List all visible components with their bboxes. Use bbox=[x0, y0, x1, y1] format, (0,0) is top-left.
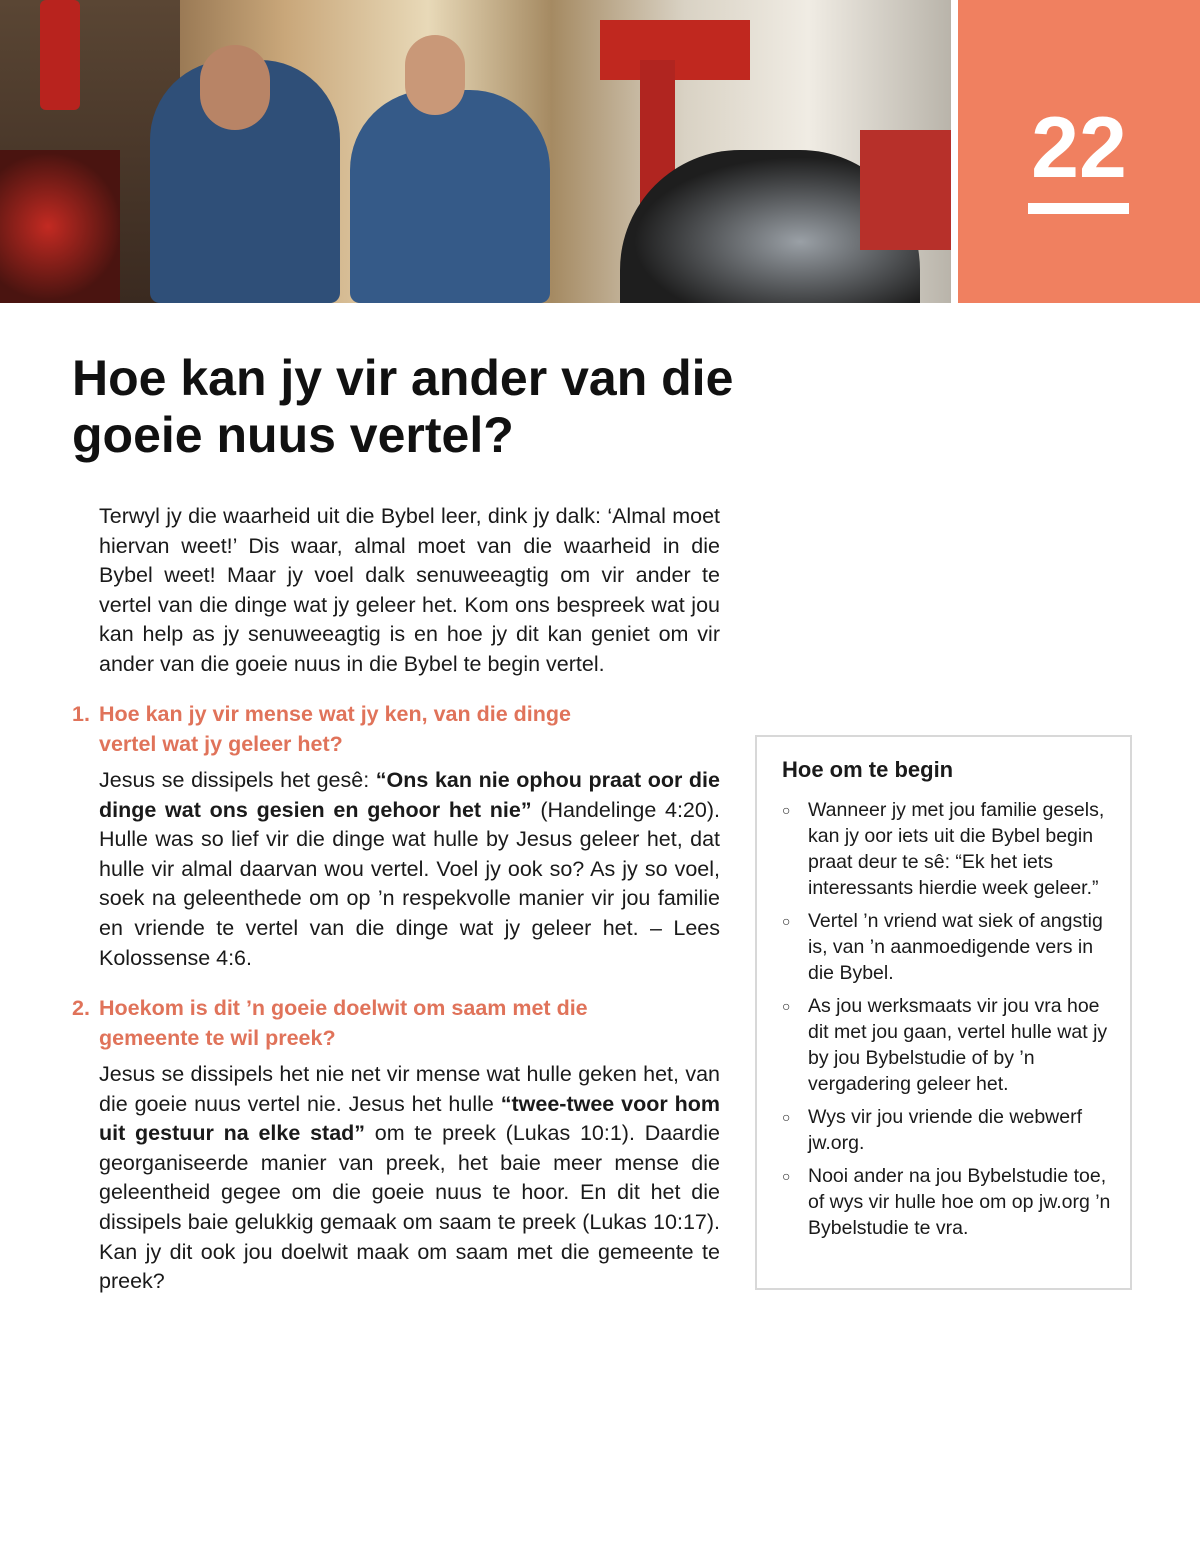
question-line: vertel wat jy geleer het? bbox=[99, 732, 343, 756]
bullet-icon: ○ bbox=[782, 998, 791, 1014]
question-2 bbox=[72, 993, 692, 1053]
list-item bbox=[782, 1104, 1112, 1156]
question-number: 1. bbox=[72, 702, 90, 726]
text: Jesus se dissipels het gesê: bbox=[99, 768, 376, 792]
scripture-quote: “twee-twee voor hom uit gestuur na elke stad” bbox=[99, 1091, 720, 1146]
answer-2 bbox=[99, 1060, 720, 1297]
answer-1 bbox=[99, 766, 720, 973]
question-1 bbox=[72, 699, 692, 759]
list-item bbox=[782, 908, 1112, 986]
list-item-text: As jou werksmaats vir jou vra hoe dit met jou gaan, vertel hulle wat jy by jou Bybelstudie of by ’n vergadering geleer het. bbox=[808, 995, 1108, 1095]
list-item bbox=[782, 993, 1112, 1097]
list-item bbox=[782, 797, 1112, 901]
list-item-text: Wanneer jy met jou familie gesels, kan jy oor iets uit die Bybel begin praat deur te sê: “Ek het iets interessants hierdie week geleer.” bbox=[808, 799, 1105, 899]
bullet-icon: ○ bbox=[782, 802, 791, 818]
chapter-underline bbox=[1028, 203, 1129, 214]
intro-paragraph: Terwyl jy die waarheid uit die Bybel leer, dink jy dalk: ‘Almal moet hiervan weet!’ Dis waar, almal moet van die waarheid in die Bybel weet! Maar jy voel dalk senuweeagtig om vir ander te vertel van die dinge wat jy geleer het. Kom ons bespreek wat jou kan help as jy senuweeagtig is en hoe jy dit kan geniet om vir ander van die goeie nuus in die Bybel te begin vertel. bbox=[99, 504, 720, 676]
header-photo bbox=[0, 0, 951, 303]
bullet-icon: ○ bbox=[782, 1109, 791, 1125]
scripture-quote: “Ons kan nie ophou praat oor die dinge wat ons gesien en gehoor het nie” bbox=[99, 768, 720, 822]
text: Jesus se dissipels het nie net vir mense wat hulle geken het, van die goeie nuus vertel nie. Jesus het hulle bbox=[99, 1062, 720, 1116]
bullet-icon: ○ bbox=[782, 1168, 791, 1184]
list-item-text: Wys vir jou vriende die webwerf jw.org. bbox=[808, 1106, 1083, 1154]
chapter-badge bbox=[958, 0, 1200, 303]
list-item bbox=[782, 1163, 1112, 1241]
question-line: Hoe kan jy vir mense wat jy ken, van die dinge bbox=[99, 702, 571, 726]
page-title: Hoe kan jy vir ander van die goeie nuus vertel? bbox=[72, 350, 734, 463]
text: (Handelinge 4:20). Hulle was so lief vir die dinge wat hulle by Jesus geleer het, dat hulle vir almal daarvan wou vertel. Voel jy ook so? As jy so voel, soek na geleenthede om op ’n respekvolle manier vir jou familie en vriende te vertel van die dinge wat jy geleer het. – Lees Kolossense 4:6. bbox=[99, 797, 720, 970]
question-number: 2. bbox=[72, 996, 90, 1020]
chapter-number: 22 bbox=[1031, 100, 1127, 196]
text: om te preek (Lukas 10:1). Daardie georganiseerde manier van preek, het baie meer mense die geleentheid gegee om die goeie nuus te hoor. En dit het die dissipels baie gelukkig gemaak om saam te preek (Lukas 10:17). Kan jy dit ook jou doelwit maak om saam met die gemeente te preek? bbox=[99, 1121, 720, 1294]
list-item-text: Nooi ander na jou Bybelstudie toe, of wys vir hulle hoe om op jw.org ’n Bybelstudie te vra. bbox=[808, 1165, 1111, 1239]
question-line: Hoekom is dit ’n goeie doelwit om saam met die bbox=[99, 996, 588, 1020]
sidebar-title: Hoe om te begin bbox=[782, 757, 954, 782]
sidebar-list bbox=[782, 797, 1112, 1248]
sidebar-box bbox=[755, 735, 1132, 1290]
list-item-text: Vertel ’n vriend wat siek of angstig is, van ’n aanmoedigende vers in die Bybel. bbox=[808, 910, 1103, 984]
bullet-icon: ○ bbox=[782, 913, 791, 929]
question-line: gemeente te wil preek? bbox=[99, 1026, 336, 1050]
